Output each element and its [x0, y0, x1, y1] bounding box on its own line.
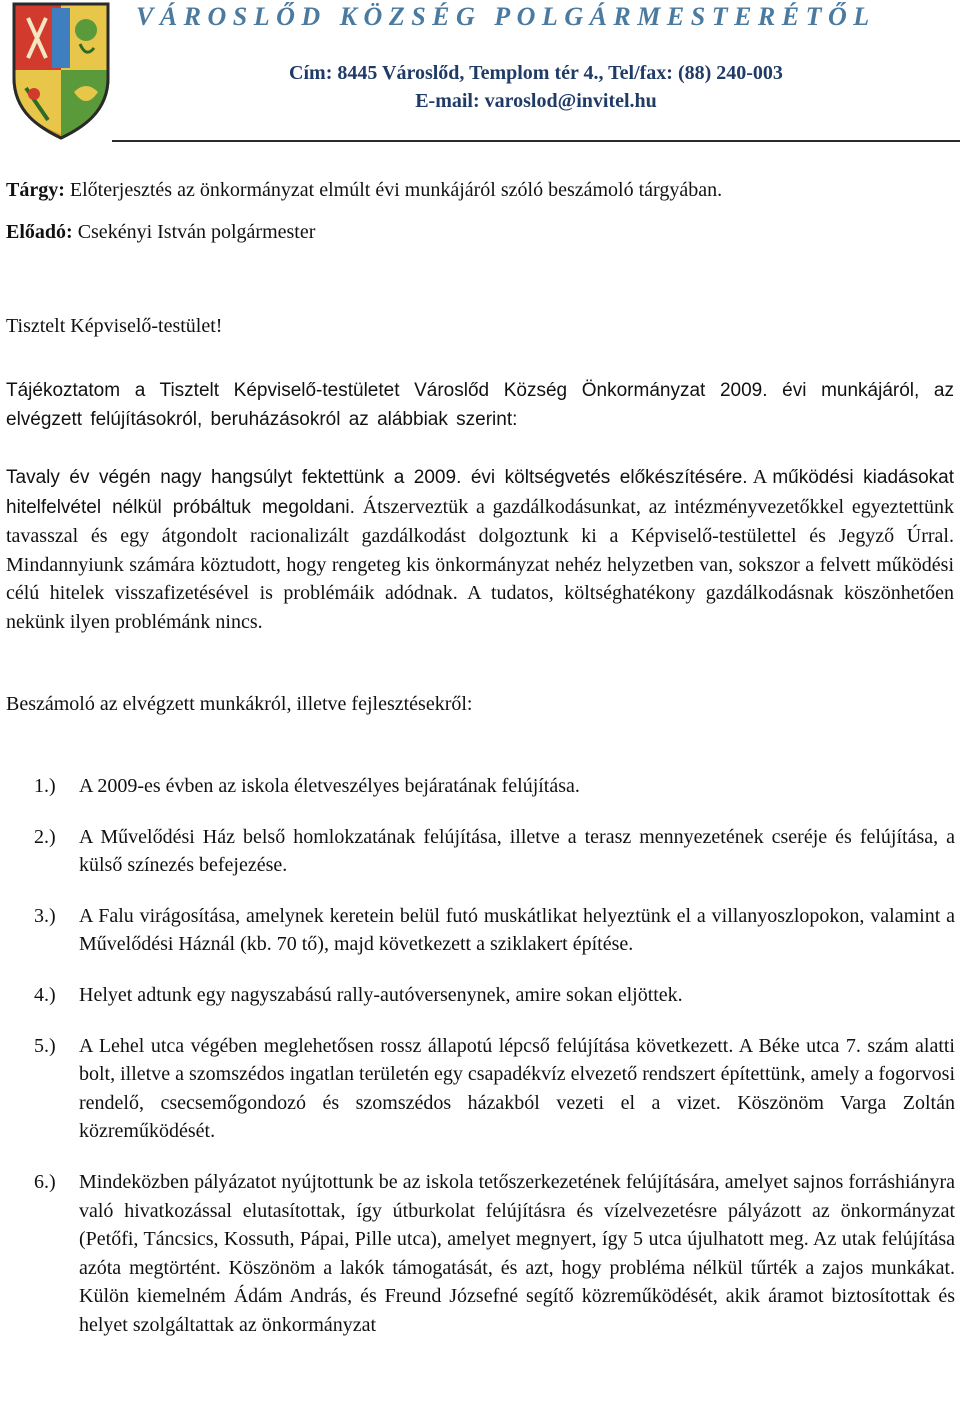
presenter-text: Csekényi István polgármester: [77, 221, 316, 243]
salutation: Tisztelt Képviselő-testület!: [6, 315, 223, 337]
letterhead-email: E-mail: varoslod@invitel.hu: [415, 90, 657, 112]
paragraph-budget-serif-c: Átszerveztük a gazdálkodásunkat, az intézményvezetőkkel egyeztettünk tavasszal és egy átgondolt racionalizált gazdálkodást dolgoztunk ki a Képviselő-testülettel és Jegyző Úrral. Mindannyiunk számára köztudott, hogy rengeteg kis önkormányzat nehéz helyzetben van, sokszor a felvett működési célú hitelek visszafizetésével is problémáik adódnak. A tudatos, költséghatékony gazdálkodásnak köszönhetően nekünk ilyen problémánk nincs.: [6, 495, 954, 633]
list-item-text: A Falu virágosítása, amelynek keretein belül futó muskátlikat helyeztünk el a villanyoszlopokon, valamint a Művelődési Háznál (kb. 70 tő), majd következett a sziklakert építése.: [79, 904, 955, 956]
letterhead-title: VÁROSLŐD KÖZSÉG POLGÁRMESTERÉTŐL: [136, 2, 876, 31]
list-item-text: Helyet adtunk egy nagyszabású rally-autóversenynek, amire sokan eljöttek.: [79, 983, 683, 1006]
paragraph-budget-serif-a: A: [752, 466, 767, 488]
list-item-number: 6.): [34, 1170, 56, 1193]
letterhead-divider: [112, 140, 960, 142]
list-item: [0, 1168, 955, 1340]
list-item-number: 4.): [34, 983, 56, 1006]
subject-label: Tárgy:: [6, 179, 65, 201]
coat-of-arms-icon: [8, 0, 114, 140]
subject-text: Előterjesztés az önkormányzat elmúlt évi munkájáról szóló beszámoló tárgyában.: [69, 179, 723, 201]
paragraph-budget-sans-b: működési kiadásokat hitelfelvétel nélkül próbáltuk megoldani.: [6, 467, 954, 518]
list-item: [0, 772, 955, 801]
list-item: [0, 1032, 955, 1146]
list-item-number: 1.): [34, 775, 56, 797]
presenter-line: [6, 218, 315, 246]
letterhead-address: Cím: 8445 Városlőd, Templom tér 4., Tel/fax: (88) 240-003: [289, 62, 783, 84]
presenter-label: Előadó:: [6, 221, 73, 243]
intro-paragraph: Tájékoztatom a Tisztelt Képviselő-testületet Városlőd Község Önkormányzat 2009. évi munkájáról, az elvégzett felújításokról, beruházásokról az alábbiak szerint:: [6, 380, 954, 430]
list-item-number: 2.): [34, 825, 56, 848]
subject-line: [6, 176, 722, 204]
paragraph-budget-sans-a: Tavaly év végén nagy hangsúlyt fektettünk a 2009. évi költségvetés előkészítésére.: [6, 467, 748, 488]
list-item: [0, 902, 955, 959]
section-heading: Beszámoló az elvégzett munkákról, illetve fejlesztésekről:: [6, 693, 473, 715]
paragraph-budget: [6, 463, 954, 637]
list-item: [0, 823, 955, 880]
list-item-text: A 2009-es évben az iskola életveszélyes bejáratának felújítása.: [79, 775, 580, 797]
list-item-number: 5.): [34, 1034, 56, 1057]
list-item: [0, 981, 955, 1010]
list-item-text: A Művelődési Ház belső homlokzatának felújítása, illetve a terasz mennyezetének cseréje és felújítása, a külső színezés befejezése.: [79, 825, 955, 877]
list-item-number: 3.): [34, 904, 56, 927]
list-item-text: A Lehel utca végében meglehetősen rossz állapotú lépcső felújítása következett. A Béke utca 7. szám alatti bolt, illetve a szomszédos ingatlan területén egy csapadékvíz elvezető rendszert építettünk, amely a fogorvosi rendelő, csecsemőgondozó és szomszédos házakból vezeti el a vizet. Köszönöm Varga Zoltán közreműködését.: [79, 1034, 955, 1143]
works-list: [0, 772, 960, 1362]
list-item-text: Mindeközben pályázatot nyújtottunk be az iskola tetőszerkezetének felújítására, amelyet sajnos forráshiányra való hivatkozással elutasítottak, így útburkolat felújításra és vízelvezetésre pályázott az önkormányzat (Petőfi, Táncsics, Kossuth, Pápai, Pille utca), amelyet megnyert, így 5 utca újulhatott meg. Az utak felújítása azóta megtörtént. Köszönöm a lakók támogatását, és azt, hogy probléma nélkül tűrték a zajos munkákat. Külön kiemelném Ádám András, és Freund Józsefné segítő közreműködését, akik áramot biztosítottak és helyet szolgáltattak az önkormányzat: [79, 1170, 955, 1336]
